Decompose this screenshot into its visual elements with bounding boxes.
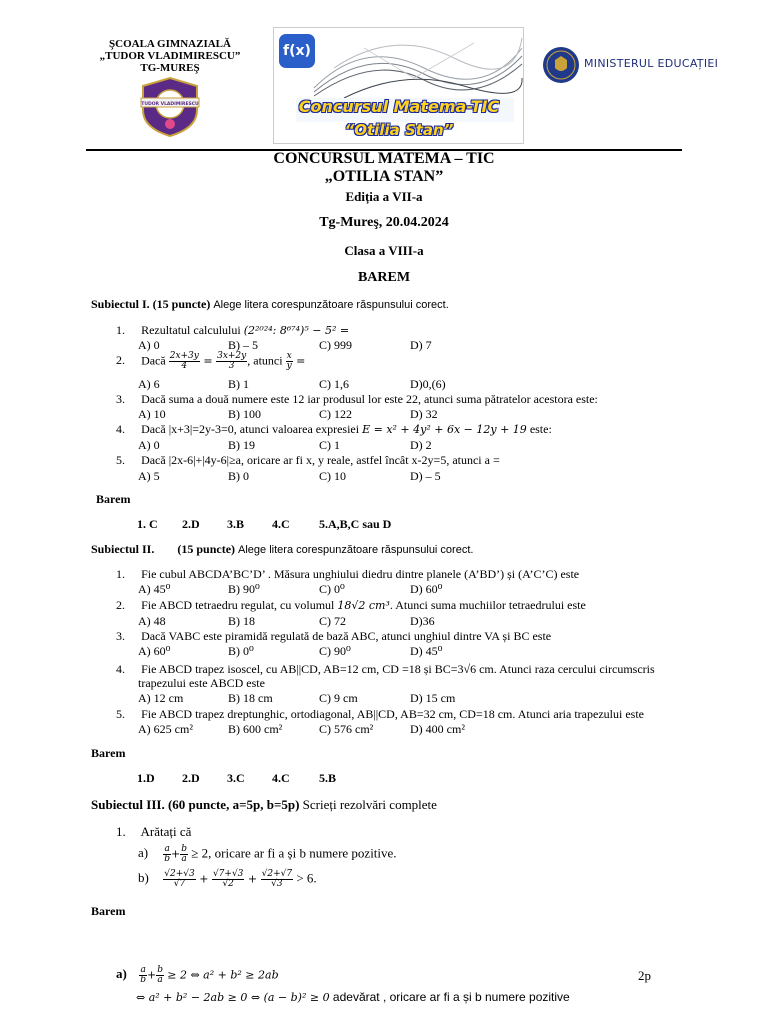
option-a: A) 0 xyxy=(138,438,160,452)
subject-1-header xyxy=(91,297,449,312)
option-c: C) 999 xyxy=(319,338,352,352)
solution-a-points: 2p xyxy=(638,968,651,983)
denominator: 4 xyxy=(181,361,188,371)
question-math: E = x² + 4y² + 6x − 12y + 19 xyxy=(362,423,527,436)
option-d: D) 7 xyxy=(410,338,432,352)
question-text: Fie ABCD tetraedru regulat, cu volumul xyxy=(141,598,338,612)
solution-a-conclusion: adevărat , oricare ar fi a și b numere pozitive xyxy=(329,990,570,1004)
s3-solution-a: a) $\frac{a}{b}$ + $\frac{b}{a}$ ≥ 2 ⇔ a² + b² ≥ 2ab xyxy=(116,965,279,985)
question-text: Dacă |2x-6|+|4y-6|≥a, oricare ar fi x, y reale, astfel încât x-2y=5, atunci a = xyxy=(141,453,500,467)
school-line-1: ŞCOALA GIMNAZIALĂ xyxy=(109,38,231,50)
option-c: C) 576 cm² xyxy=(319,722,374,736)
answer-key: 4.C xyxy=(272,771,290,785)
question-number: 3. xyxy=(116,629,125,643)
part-label: b) xyxy=(138,870,149,886)
subject-2-instruction: Alege litera corespunzătoare răspunsului corect. xyxy=(238,544,474,556)
s3-part-a: a) $\frac{a}{b}$ + $\frac{b}{a}$ ≥ 2, oricare ar fi a și b numere pozitive. xyxy=(138,844,397,864)
s1-question-4 xyxy=(116,422,552,437)
question-number: 1. xyxy=(116,323,125,337)
question-text: Fie ABCD trapez isoscel, cu AB||CD, AB=12 cm, CD =18 și BC=3√6 cm. Atunci raza cercului circumscris xyxy=(141,662,655,676)
s1-question-1 xyxy=(116,323,349,338)
subject-3-instruction: Scrieți rezolvări complete xyxy=(302,797,437,812)
answer-key: 2.D xyxy=(182,771,200,785)
ministry-logo xyxy=(542,46,580,84)
option-b: B) 19 xyxy=(228,438,255,452)
title-class: Clasa a VIII-a xyxy=(344,243,424,258)
option-c: C) 1,6 xyxy=(319,377,349,391)
question-number: 2. xyxy=(116,353,125,368)
option-b: B) 100 xyxy=(228,407,261,421)
option-d: D) – 5 xyxy=(410,469,441,483)
s2-question-4-line-2 xyxy=(138,676,265,691)
option-b: B) 0⁰ xyxy=(228,644,254,658)
option-d: D)0,(6) xyxy=(410,377,446,391)
option-c: C) 0⁰ xyxy=(319,582,345,596)
answer-key: 5.B xyxy=(319,771,337,785)
s3-part-b: b) $\frac{√2+√3}{√7}$ + $\frac{√7+√3}{√2}$ + $\frac{√2+√7}{√3}$ > 6. xyxy=(138,869,317,889)
solution-a-step-2: ⇔ a² + b² − 2ab ≥ 0 ⇔ (a − b)² ≥ 0 xyxy=(136,991,330,1004)
question-number: 3. xyxy=(116,392,125,406)
option-b: B) 18 xyxy=(228,614,255,628)
title-contest: CONCURSUL MATEMA – TIC xyxy=(273,150,495,167)
subject-3-header xyxy=(91,797,437,813)
question-number: 4. xyxy=(116,662,125,676)
option-d: D) 60⁰ xyxy=(410,582,443,596)
option-b: B) – 5 xyxy=(228,338,258,352)
question-number: 5. xyxy=(116,707,125,721)
title-name: „OTILIA STAN” xyxy=(324,168,444,185)
s2-question-2 xyxy=(116,598,586,613)
option-a: A) 45⁰ xyxy=(138,582,171,596)
fraction-b-over-a: $\frac{b}{a}$ xyxy=(157,965,163,985)
solution-label: a) xyxy=(116,966,127,982)
numerator: x xyxy=(286,351,292,361)
answer-key: 5.A,B,C sau D xyxy=(319,517,392,531)
option-c: C) 1 xyxy=(319,438,340,452)
question-number: 1. xyxy=(116,567,125,581)
fraction: $\frac{√7+√3}{√2}$ xyxy=(212,869,244,889)
svg-text:TUDOR VLADIMIRESCU: TUDOR VLADIMIRESCU xyxy=(141,102,199,107)
question-text: Dacă VABC este piramidă regulată de bază ABC, atunci unghiul dintre VA și BC este xyxy=(141,629,552,643)
subject-2-label: Subiectul II. xyxy=(91,542,155,556)
fraction: $\frac{√2+√3}{√7}$ xyxy=(164,869,195,889)
option-a: A) 0 xyxy=(138,338,160,352)
option-d: D)36 xyxy=(410,614,435,628)
school-name xyxy=(95,38,245,74)
option-d: D) 2 xyxy=(410,438,432,452)
option-c: C) 9 cm xyxy=(319,691,358,705)
question-text: Fie cubul ABCDA’BC’D’ . Măsura unghiului diedru dintre planele (A’BD’) și (A’C’C) este xyxy=(141,567,580,581)
s2-question-1 xyxy=(116,567,579,582)
fraction: $\frac{√2+√7}{√3}$ xyxy=(261,869,293,889)
answer-key: 4.C xyxy=(272,517,290,531)
equals: = xyxy=(199,354,217,368)
problem-text: Arătați că xyxy=(140,824,192,839)
option-a: A) 12 cm xyxy=(138,691,184,705)
school-line-2: „TUDOR VLADIMIRESCU” xyxy=(99,50,241,62)
question-text: Dacă |x+3|=2y-3=0, atunci valoarea expresiei xyxy=(141,422,363,436)
banner-title: Concursul Matema-TIC xyxy=(298,97,500,116)
option-b: B) 600 cm² xyxy=(228,722,283,736)
fraction-a-over-b: $\frac{a}{b}$ xyxy=(140,965,147,985)
contest-banner xyxy=(273,27,524,144)
question-number: 4. xyxy=(116,422,125,436)
option-c: C) 122 xyxy=(319,407,352,421)
fraction-a-over-b: $\frac{a}{b}$ xyxy=(164,844,171,864)
option-a: A) 5 xyxy=(138,469,160,483)
title-barem: BAREM xyxy=(357,270,411,285)
subject-2-header xyxy=(91,542,473,557)
option-b: B) 0 xyxy=(228,469,249,483)
question-number: 5. xyxy=(116,453,125,467)
solution-a-step-1: ≥ 2 ⇔ a² + b² ≥ 2ab xyxy=(167,968,279,982)
option-c: C) 90⁰ xyxy=(319,644,351,658)
question-text: Dacă xyxy=(141,353,169,368)
question-text-2: este: xyxy=(526,422,552,436)
ministry-name: MINISTERUL EDUCAȚIEI xyxy=(584,57,719,70)
option-b: B) 90⁰ xyxy=(228,582,260,596)
fraction xyxy=(169,352,200,371)
answer-key: 1. C xyxy=(137,517,158,531)
subject-1-label: Subiectul I. (15 puncte) xyxy=(91,297,211,311)
question-math: 18√2 cm³ xyxy=(337,599,390,612)
school-line-3: TG-MUREŞ xyxy=(140,62,200,74)
subject-2-points: (15 puncte) xyxy=(177,542,236,556)
s1-question-5 xyxy=(116,453,500,468)
fraction xyxy=(286,352,293,371)
title-place-date: Tg-Mureş, 20.04.2024 xyxy=(319,215,449,230)
s2-question-4 xyxy=(116,662,655,677)
option-a: A) 625 cm² xyxy=(138,722,193,736)
denominator: 3 xyxy=(228,361,235,371)
option-a: A) 10 xyxy=(138,407,166,421)
question-number: 2. xyxy=(116,598,125,612)
s3-barem-label: Barem xyxy=(91,904,126,918)
option-c: C) 72 xyxy=(319,614,346,628)
part-b-text: > 6. xyxy=(296,870,317,886)
s2-answer-keys xyxy=(137,771,537,787)
answer-key: 3.C xyxy=(227,771,245,785)
answer-key: 3.B xyxy=(227,517,245,531)
numerator: 3x+2y xyxy=(217,351,247,361)
part-a-text: ≥ 2, oricare ar fi a și b numere pozitive. xyxy=(191,845,397,861)
s1-barem-label: Barem xyxy=(96,492,131,506)
option-b: B) 18 cm xyxy=(228,691,273,705)
question-text-2: . Atunci suma muchiilor tetraedrului este xyxy=(389,598,586,612)
numerator: 2x+3y xyxy=(169,351,199,361)
s2-barem-label: Barem xyxy=(91,746,126,760)
option-b: B) 1 xyxy=(228,377,249,391)
question-text: Fie ABCD trapez dreptunghic, ortodiagonal, AB||CD, AB=32 cm, CD=18 cm. Atunci aria trapezului este xyxy=(141,707,644,721)
subject-3-label: Subiectul III. (60 puncte, a=5p, b=5p) xyxy=(91,797,300,812)
question-text-2: , atunci xyxy=(247,353,286,368)
fx-icon: f(x) xyxy=(279,34,315,68)
part-label: a) xyxy=(138,845,149,861)
option-d: D) 400 cm² xyxy=(410,722,465,736)
title-edition: Ediția a VII-a xyxy=(345,189,423,204)
answer-key: 2.D xyxy=(182,517,200,531)
question-text-continued: trapezului este ABCD este xyxy=(138,676,265,690)
s1-answer-keys xyxy=(137,517,537,533)
question-math: (2²⁰²⁴: 8⁶⁷⁴)⁵ − 5² = xyxy=(243,324,350,337)
s1-question-3 xyxy=(116,392,598,407)
question-text: Rezultatul calculului xyxy=(141,323,244,337)
option-d: D) 45⁰ xyxy=(410,644,443,658)
problem-number: 1. xyxy=(116,824,126,839)
s3-solution-a-line-2 xyxy=(136,989,570,1005)
denominator: y xyxy=(286,361,292,371)
option-a: A) 6 xyxy=(138,377,160,391)
option-d: D) 15 cm xyxy=(410,691,456,705)
s1-question-2 xyxy=(116,352,305,371)
fraction xyxy=(216,352,247,371)
answer-key: 1.D xyxy=(137,771,155,785)
equals: = xyxy=(292,354,306,368)
option-a: A) 48 xyxy=(138,614,166,628)
school-crest-logo xyxy=(135,76,205,138)
option-c: C) 10 xyxy=(319,469,346,483)
subject-1-instruction: Alege litera corespunzătoare răspunsului corect. xyxy=(213,299,449,311)
option-d: D) 32 xyxy=(410,407,438,421)
question-text: Dacă suma a două numere este 12 iar produsul lor este 22, atunci suma pătratelor acestora este: xyxy=(141,392,598,406)
s3-problem-1 xyxy=(116,824,191,840)
fraction-b-over-a: $\frac{b}{a}$ xyxy=(181,844,187,864)
option-a: A) 60⁰ xyxy=(138,644,171,658)
s2-question-3 xyxy=(116,629,551,644)
banner-subtitle: “Otilia Stan” xyxy=(344,121,454,139)
s2-question-5 xyxy=(116,707,644,722)
